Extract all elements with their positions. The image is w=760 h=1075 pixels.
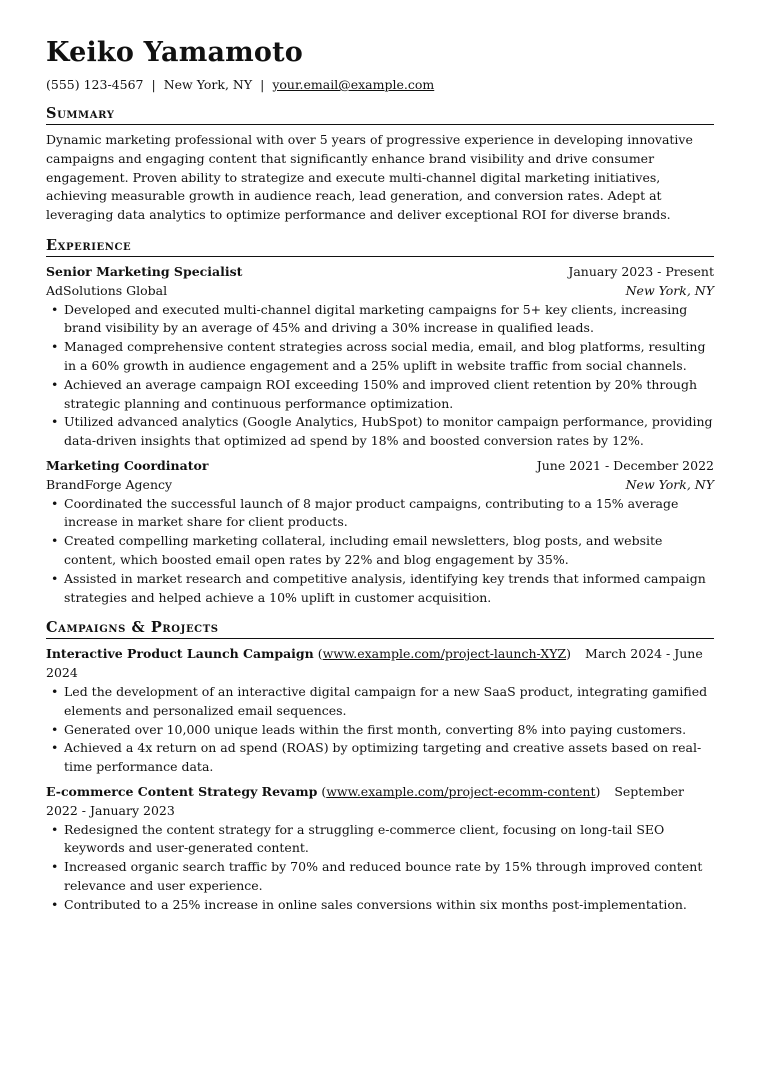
bullet-item: • Redesigned the content strategy for a struggling e-commerce client, focusing on long-tail SEO keywords and user-generated content.: [64, 821, 714, 859]
summary-text: Dynamic marketing professional with over 5 years of progressive experience in developing innovative campaigns and engaging content that significantly enhance brand visibility and drive consumer engagement. Proven ability to strategize and execute multi-channel digital marketing initiatives, achieving measurable growth in audience reach, lead generation, and conversion rates. Adept at leveraging data analytics to optimize performance and deliver exceptional ROI for diverse brands.: [46, 132, 693, 223]
bullet-item: • Created compelling marketing collateral, including email newsletters, blog posts, and website content, which boosted email open rates by 22% and blog engagement by 35%.: [64, 532, 714, 570]
project-dates: March 2024 - June 2024: [46, 646, 703, 681]
project-header: Interactive Product Launch Campaign (www.example.com/project-launch-XYZ) March 2024 - June 2024: [46, 646, 703, 681]
section-title-projects: Campaigns & Projects: [46, 619, 714, 639]
summary-section: [46, 105, 714, 225]
project-title: Interactive Product Launch Campaign: [46, 646, 314, 662]
job-subheader: [46, 282, 714, 301]
project-entry: [46, 783, 714, 915]
project-link[interactable]: www.example.com/project-launch-XYZ: [322, 646, 567, 662]
projects-section: [46, 619, 714, 914]
bullet-item: • Achieved a 4x return on ad spend (ROAS) by optimizing targeting and creative assets based on real-time performance data.: [64, 739, 714, 777]
project-title: E-commerce Content Strategy Revamp: [46, 783, 318, 799]
bullet-item: • Generated over 10,000 unique leads within the first month, converting 8% into paying customers.: [64, 721, 714, 740]
project-dates: September 2022 - January 2023: [46, 783, 684, 818]
section-title-summary: Summary: [46, 105, 714, 125]
job-entry: [46, 263, 714, 451]
bullet-item: • Achieved an average campaign ROI exceeding 150% and improved client retention by 20% through strategic planning and continuous performance optimization.: [64, 376, 714, 414]
contact-separator: |: [260, 77, 265, 92]
job-role: Senior Marketing Specialist: [46, 263, 243, 279]
contact-separator: |: [151, 77, 156, 92]
project-link[interactable]: www.example.com/project-ecomm-content: [326, 783, 596, 799]
project-entry: [46, 645, 714, 777]
bullet-item: • Contributed to a 25% increase in online sales conversions within six months post-implementation.: [64, 896, 714, 915]
job-role: Marketing Coordinator: [46, 457, 209, 473]
job-dates: January 2023 - Present: [568, 263, 714, 279]
project-bullets: [46, 821, 714, 915]
job-header: [46, 457, 714, 476]
bullet-item: • Developed and executed multi-channel digital marketing campaigns for 5+ key clients, increasing brand visibility by an average of 45% and driving a 30% increase in qualified leads.: [64, 301, 714, 339]
experience-section: [46, 237, 714, 607]
phone-number: (555) 123-4567: [46, 77, 144, 92]
job-company: AdSolutions Global: [46, 282, 168, 298]
job-location: New York, NY: [625, 476, 714, 492]
job-bullets: [46, 301, 714, 451]
job-header: [46, 263, 714, 282]
bullet-item: • Utilized advanced analytics (Google Analytics, HubSpot) to monitor campaign performance, providing data-driven insights that optimized ad spend by 18% and boosted conversion rates by 12%.: [64, 413, 714, 451]
bullet-item: • Led the development of an interactive digital campaign for a new SaaS product, integrating gamified elements and personalized email sequences.: [64, 683, 714, 721]
project-bullets: [46, 683, 714, 777]
job-subheader: [46, 476, 714, 495]
job-location: New York, NY: [625, 282, 714, 298]
job-entry: [46, 457, 714, 607]
bullet-item: • Increased organic search traffic by 70% and reduced bounce rate by 15% through improved content relevance and user experience.: [64, 858, 714, 896]
contact-line: [46, 77, 714, 93]
section-title-experience: Experience: [46, 237, 714, 257]
email-link[interactable]: your.email@example.com: [272, 77, 435, 92]
bullet-item: • Assisted in market research and competitive analysis, identifying key trends that informed campaign strategies and helped achieve a 10% uplift in customer acquisition.: [64, 570, 714, 608]
bullet-item: • Managed comprehensive content strategies across social media, email, and blog platforms, resulting in a 60% growth in audience engagement and a 25% uplift in website traffic from social channels.: [64, 338, 714, 376]
job-company: BrandForge Agency: [46, 476, 173, 492]
candidate-name: Keiko Yamamoto: [46, 37, 304, 68]
location: New York, NY: [163, 77, 253, 92]
bullet-item: • Coordinated the successful launch of 8 major product campaigns, contributing to a 15% average increase in market share for client products.: [64, 495, 714, 533]
project-header: E-commerce Content Strategy Revamp (www.example.com/project-ecomm-content) September 2022 - January 2023: [46, 783, 684, 818]
job-bullets: [46, 495, 714, 608]
job-dates: June 2021 - December 2022: [536, 457, 714, 473]
